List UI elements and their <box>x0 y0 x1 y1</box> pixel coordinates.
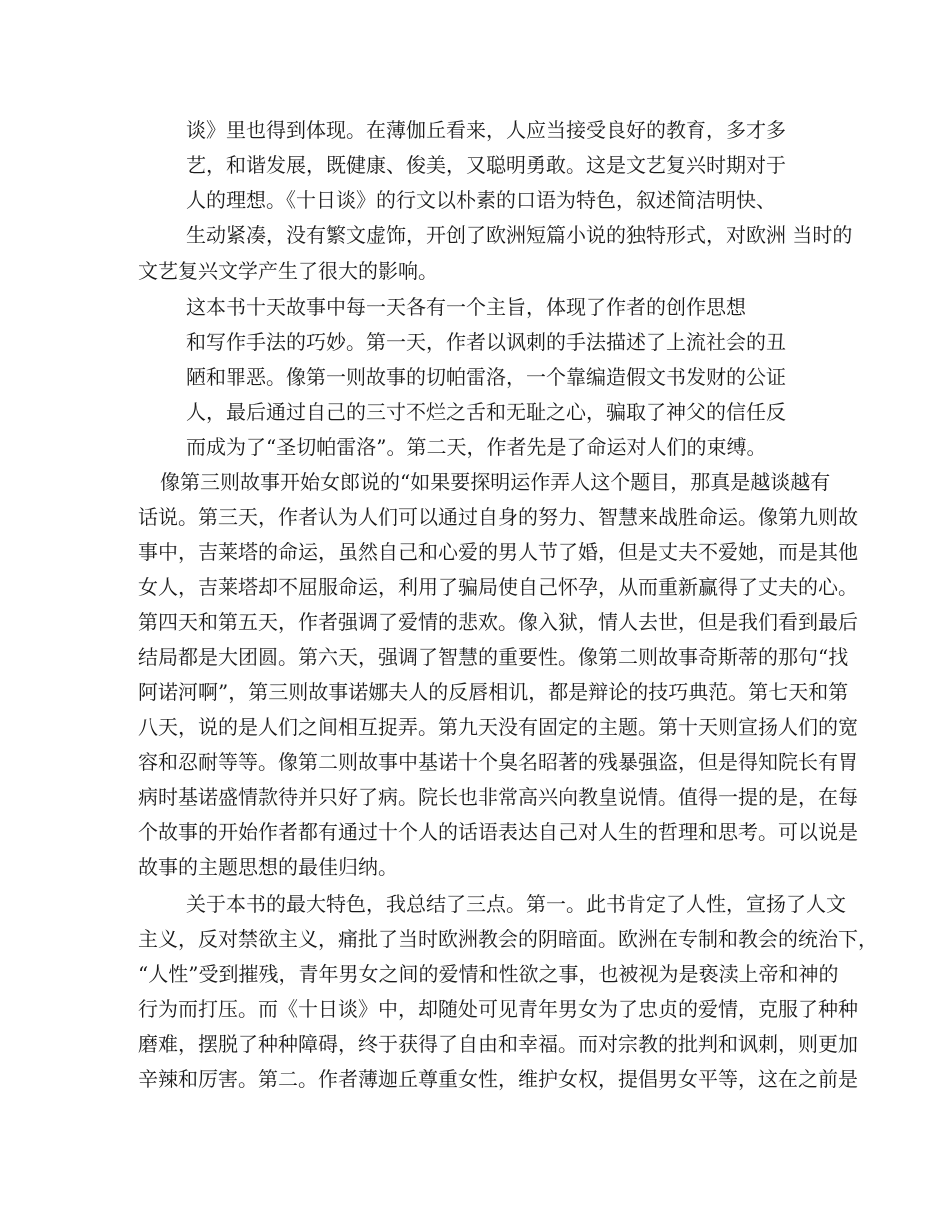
text-line: 主义，反对禁欲主义，痛批了当时欧洲教会的阴暗面。欧洲在专制和教会的统治下， <box>138 927 878 951</box>
text-line: 第四天和第五天，作者强调了爱情的悲欢。像入狱，情人去世，但是我们看到最后 <box>138 610 858 634</box>
text-line: 故事的主题思想的最佳归纳。 <box>138 855 398 879</box>
text-line: 和写作手法的巧妙。第一天，作者以讽刺的手法描述了上流社会的丑 <box>186 330 786 354</box>
text-line: 容和忍耐等等。像第二则故事中基诺十个臭名昭著的残暴强盗，但是得知院长有胃 <box>138 750 858 774</box>
text-line: 谈》里也得到体现。在薄伽丘看来，人应当接受良好的教育，多才多 <box>186 118 786 142</box>
text-line: 文艺复兴文学产生了很大的影响。 <box>138 259 438 283</box>
text-line: 阿诺河啊”，第三则故事诺娜夫人的反唇相讥，都是辩论的技巧典范。第七天和第 <box>138 680 849 704</box>
text-line: 结局都是大团圆。第六天，强调了智慧的重要性。像第二则故事奇斯蒂的那句“找 <box>138 645 849 669</box>
text-line: 磨难，摆脱了种种障碍，终于获得了自由和幸福。而对宗教的批判和讽刺，则更加 <box>138 1032 858 1056</box>
text-line: 行为而打压。而《十日谈》中，却随处可见青年男女为了忠贞的爱情，克服了种种 <box>138 997 858 1021</box>
text-line: “人性”受到摧残，青年男女之间的爱情和性欲之事，也被视为是亵渎上帝和神的 <box>138 962 839 986</box>
text-line: 八天，说的是人们之间相互捉弄。第九天没有固定的主题。第十天则宣扬人们的宽 <box>138 715 858 739</box>
text-line: 女人，吉莱塔却不屈服命运，利用了骗局使自己怀孕，从而重新赢得了丈夫的心。 <box>138 575 858 599</box>
text-line: 病时基诺盛情款待并只好了病。院长也非常高兴向教皇说情。值得一提的是，在每 <box>138 785 858 809</box>
text-line: 生动紧凑，没有繁文虚饰，开创了欧洲短篇小说的独特形式，对欧洲 当时的 <box>186 223 853 247</box>
text-line: 辛辣和厉害。第二。作者薄迦丘尊重女性，维护女权，提倡男女平等，这在之前是 <box>138 1067 858 1091</box>
text-line: 个故事的开始作者都有通过十个人的话语表达自己对人生的哲理和思考。可以说是 <box>138 820 858 844</box>
text-line: 这本书十天故事中每一天各有一个主旨，体现了作者的创作思想 <box>186 295 746 319</box>
text-line: 而成为了“圣切帕雷洛”。第二天，作者先是了命运对人们的束缚。 <box>186 435 767 459</box>
text-line: 关于本书的最大特色，我总结了三点。第一。此书肯定了人性，宣扬了人文 <box>186 892 846 916</box>
text-line: 陋和罪恶。像第一则故事的切帕雷洛，一个靠编造假文书发财的公证 <box>186 365 786 389</box>
text-line: 事中，吉莱塔的命运，虽然自己和心爱的男人节了婚，但是丈夫不爱她，而是其他 <box>138 540 858 564</box>
text-line: 话说。第三天，作者认为人们可以通过自身的努力、智慧来战胜命运。像第九则故 <box>138 505 858 529</box>
text-line: 艺，和谐发展，既健康、俊美，又聪明勇敢。这是文艺复兴时期对于 <box>186 153 786 177</box>
text-line: 人，最后通过自己的三寸不烂之舌和无耻之心，骗取了神父的信任反 <box>186 400 786 424</box>
text-line: 人的理想。《十日谈》的行文以朴素的口语为特色，叙述简洁明快、 <box>186 188 776 212</box>
text-line: 像第三则故事开始女郎说的“如果要探明运作弄人这个题目，那真是越谈越有 <box>160 470 831 494</box>
